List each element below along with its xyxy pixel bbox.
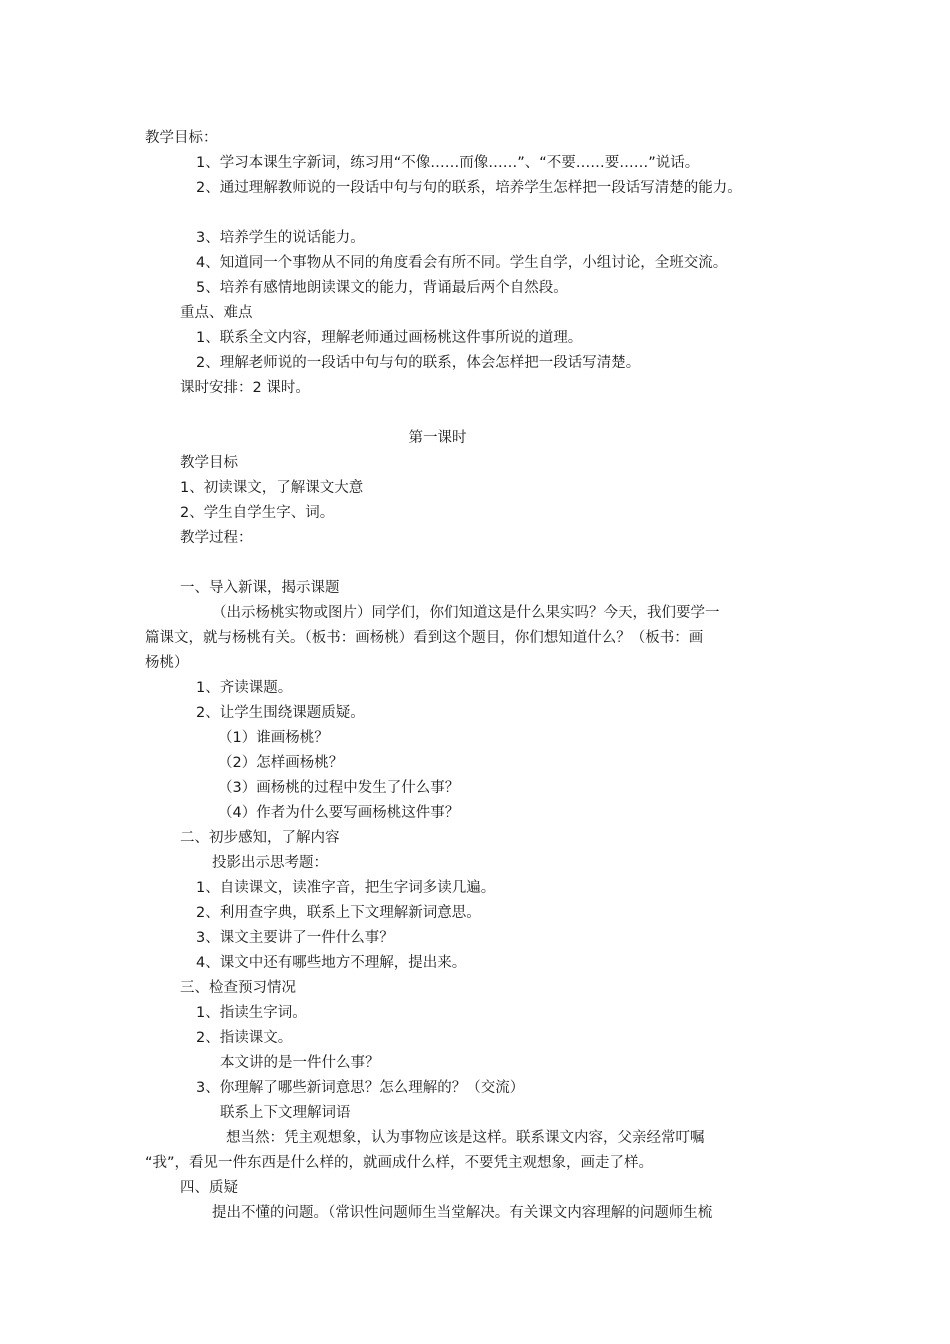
- objective-item: 5、培养有感情地朗读课文的能力，背诵最后两个自然段。: [196, 280, 568, 296]
- list-item: 2、指读课文。: [196, 1030, 293, 1046]
- objectives-label: 教学目标：: [145, 130, 218, 146]
- key-point-item: 2、理解老师说的一段话中句与句的联系，体会怎样把一段话写清楚。: [196, 355, 641, 371]
- note-line: 本文讲的是一件什么事？: [220, 1055, 380, 1071]
- list-item: 1、指读生字词。: [196, 1005, 307, 1021]
- objective-item: 1、学习本课生字新词，练习用“不像……而像……”、“不要……要……”说话。: [196, 155, 700, 171]
- key-points-label: 重点、难点: [180, 305, 253, 321]
- lesson-title: 第一课时: [408, 430, 467, 446]
- key-point-item: 1、联系全文内容，理解老师通过画杨桃这件事所说的道理。: [196, 330, 583, 346]
- paragraph-line: “我”，看见一件东西是什么样的，就画成什么样，不要凭主观想象，画走了样。: [145, 1155, 654, 1171]
- objective-item: 4、知道同一个事物从不同的角度看会有所不同。学生自学，小组讨论，全班交流。: [196, 255, 728, 271]
- section-heading: 一、导入新课，揭示课题: [180, 580, 340, 596]
- section-subheading: 投影出示思考题：: [212, 855, 328, 871]
- paragraph-line: （出示杨桃实物或图片）同学们，你们知道这是什么果实吗？今天，我们要学一: [212, 605, 720, 621]
- lesson-goal-item: 2、学生自学生字、词。: [180, 505, 335, 521]
- question-item: （3）画杨桃的过程中发生了什么事？: [218, 780, 460, 796]
- objective-item: 2、通过理解教师说的一段话中句与句的联系，培养学生怎样把一段话写清楚的能力。: [196, 180, 742, 196]
- paragraph-line: 提出不懂的问题。（常识性问题师生当堂解决。有关课文内容理解的问题师生梳: [212, 1205, 713, 1221]
- list-item: 1、自读课文，读准字音，把生字词多读几遍。: [196, 880, 496, 896]
- list-item: 3、课文主要讲了一件什么事？: [196, 930, 394, 946]
- objective-item: 3、培养学生的说话能力。: [196, 230, 365, 246]
- question-item: （2）怎样画杨桃？: [218, 755, 344, 771]
- lesson-goal-label: 教学目标: [180, 455, 238, 471]
- note-line: 联系上下文理解词语: [220, 1105, 351, 1121]
- step-item: 1、齐读课题。: [196, 680, 293, 696]
- paragraph-line: 想当然：凭主观想象，认为事物应该是这样。联系课文内容，父亲经常叮嘱: [226, 1130, 705, 1146]
- process-label: 教学过程：: [180, 530, 253, 546]
- section-heading: 四、质疑: [180, 1180, 238, 1196]
- step-item: 2、让学生围绕课题质疑。: [196, 705, 365, 721]
- list-item: 2、利用查字典，联系上下文理解新词意思。: [196, 905, 481, 921]
- paragraph-line: 杨桃）: [145, 655, 189, 671]
- question-item: （4）作者为什么要写画杨桃这件事？: [218, 805, 460, 821]
- lesson-goal-item: 1、初读课文，了解课文大意: [180, 480, 364, 496]
- question-item: （1）谁画杨桃？: [218, 730, 329, 746]
- list-item: 3、你理解了哪些新词意思？怎么理解的？（交流）: [196, 1080, 525, 1096]
- section-heading: 三、检查预习情况: [180, 980, 296, 996]
- section-heading: 二、初步感知，了解内容: [180, 830, 340, 846]
- schedule-text: 课时安排：2 课时。: [180, 380, 310, 396]
- paragraph-line: 篇课文，就与杨桃有关。（板书：画杨桃）看到这个题目，你们想知道什么？（板书：画: [145, 630, 704, 646]
- list-item: 4、课文中还有哪些地方不理解，提出来。: [196, 955, 467, 971]
